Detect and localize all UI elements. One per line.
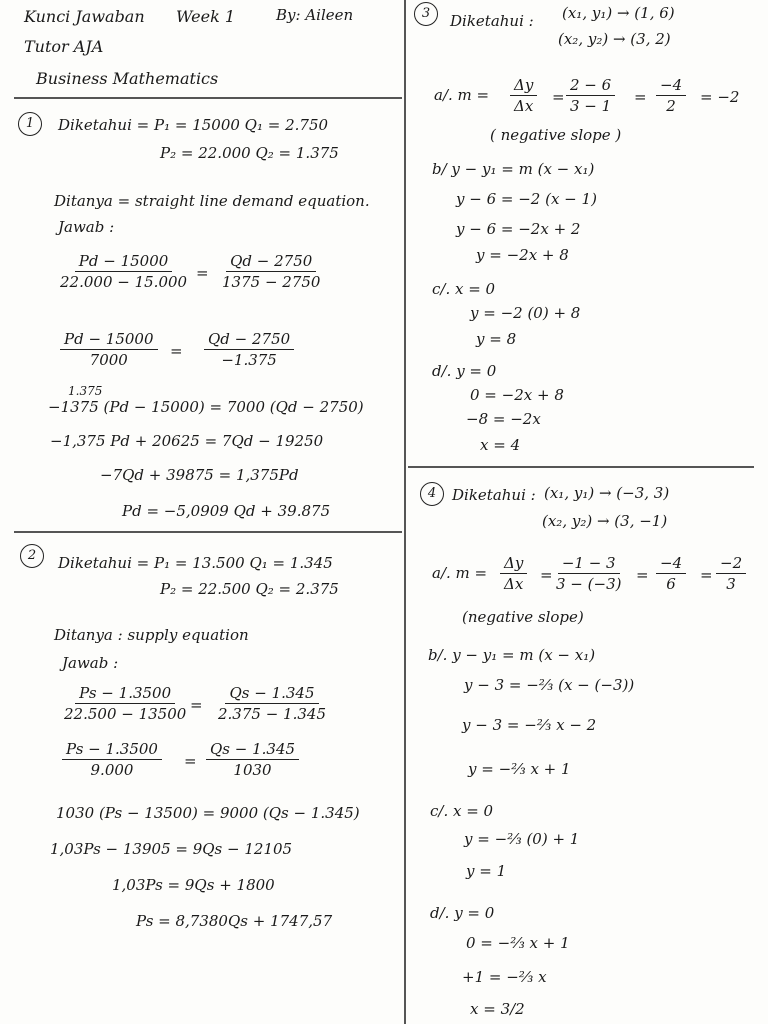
p3-a-frac1-den: Δx <box>514 97 534 115</box>
p3-b2: y − 6 = −2 (x − 1) <box>456 190 597 208</box>
p4-a-frac4-num: −2 <box>716 554 746 574</box>
p1-frac3 <box>60 330 158 369</box>
p4-a-label: a/. m = <box>432 564 488 582</box>
p1-eq1: = <box>196 264 209 282</box>
header-divider <box>14 97 402 99</box>
p2-frac1 <box>60 684 190 723</box>
p2-step1: 1030 (Ps − 13500) = 9000 (Qs − 1.345) <box>56 804 360 822</box>
p1-known1: Diketahui = P₁ = 15000 Q₁ = 2.750 <box>58 116 329 134</box>
p3-a-frac1-num: Δy <box>510 76 537 96</box>
p4-known: Diketahui : <box>452 486 536 504</box>
p4-a-eq2: = <box>636 566 649 584</box>
p3-d3: −8 = −2x <box>466 410 541 428</box>
p1-frac4 <box>204 330 294 369</box>
p2-asked: Ditanya : supply equation <box>54 626 249 644</box>
p4-a-eq3: = <box>700 566 713 584</box>
p4-a-frac1 <box>500 554 527 593</box>
p3-a-frac2 <box>566 76 615 115</box>
p1-frac1 <box>56 252 191 291</box>
p2-frac3-num: Ps − 1.3500 <box>62 740 162 760</box>
header-tutor: Tutor AJA <box>24 37 104 56</box>
problem2-number: 2 <box>20 544 44 568</box>
p3-c2: y = −2 (0) + 8 <box>470 304 581 322</box>
p1-frac2-den: 1375 − 2750 <box>222 273 321 291</box>
p2-frac4-den: 1030 <box>233 761 272 779</box>
p4-point2: (x₂, y₂) → (3, −1) <box>542 512 668 530</box>
p2-step4: Ps = 8,7380Qs + 1747,57 <box>136 912 333 930</box>
p2-frac3 <box>62 740 162 779</box>
p4-a-frac1-num: Δy <box>500 554 527 574</box>
p2-answer: Jawab : <box>62 654 119 672</box>
p2-known2: P₂ = 22.500 Q₂ = 2.375 <box>160 580 339 598</box>
p3-known: Diketahui : <box>450 12 534 30</box>
p1-frac1-num: Pd − 15000 <box>75 252 173 272</box>
header-title: Kunci Jawaban <box>24 7 145 26</box>
p4-a-frac4 <box>716 554 746 593</box>
p2-eq2: = <box>184 752 197 770</box>
p4-point1: (x₁, y₁) → (−3, 3) <box>544 484 670 502</box>
p4-c1: c/. x = 0 <box>430 802 494 820</box>
p4-a-frac2 <box>552 554 625 593</box>
p2-frac2-num: Qs − 1.345 <box>225 684 318 704</box>
p2-step2: 1,03Ps − 13905 = 9Qs − 12105 <box>50 840 293 858</box>
p2-frac4-num: Qs − 1.345 <box>206 740 299 760</box>
p1-frac3-num: Pd − 15000 <box>60 330 158 350</box>
p3-a-frac3 <box>656 76 686 115</box>
problem1-divider <box>14 531 402 533</box>
p3-a-frac3-num: −4 <box>656 76 686 96</box>
p4-a-frac2-den: 3 − (−3) <box>556 575 622 593</box>
problem1-number: 1 <box>18 112 42 136</box>
p3-point1: (x₁, y₁) → (1, 6) <box>562 4 675 22</box>
p3-a-note: ( negative slope ) <box>490 126 622 144</box>
p1-answer: Jawab : <box>58 218 115 236</box>
p4-b4: y = −⅔ x + 1 <box>468 760 571 778</box>
p1-step2: −1,375 Pd + 20625 = 7Qd − 19250 <box>50 432 324 450</box>
p2-frac2-den: 2.375 − 1.345 <box>218 705 326 723</box>
p3-a-eq1: = <box>552 88 565 106</box>
p1-step3: −7Qd + 39875 = 1,375Pd <box>100 466 299 484</box>
p2-frac1-num: Ps − 1.3500 <box>75 684 175 704</box>
p2-frac4 <box>206 740 299 779</box>
p2-known1: Diketahui = P₁ = 13.500 Q₁ = 1.345 <box>58 554 333 572</box>
p4-d4: x = 3/2 <box>470 1000 525 1018</box>
p4-b2: y − 3 = −⅔ (x − (−3)) <box>464 676 635 694</box>
p4-b3: y − 3 = −⅔ x − 2 <box>462 716 597 734</box>
p1-asked: Ditanya = straight line demand equation. <box>54 192 370 210</box>
p4-a-eq1: = <box>540 566 553 584</box>
p2-frac2 <box>214 684 330 723</box>
p1-step1: −1375 (Pd − 15000) = 7000 (Qd − 2750) <box>48 398 364 416</box>
problem3-number: 3 <box>414 2 438 26</box>
p4-a-frac4-den: 3 <box>726 575 736 593</box>
p4-c2: y = −⅔ (0) + 1 <box>464 830 580 848</box>
p4-a-note: (negative slope) <box>462 608 584 626</box>
header-subject: Business Mathematics <box>36 69 219 88</box>
p1-note: 1.375 <box>68 384 103 398</box>
p4-d3: +1 = −⅔ x <box>462 968 547 986</box>
p1-frac2-num: Qd − 2750 <box>226 252 316 272</box>
p3-a-frac2-num: 2 − 6 <box>566 76 615 96</box>
p1-frac1-den: 22.000 − 15.000 <box>60 273 188 291</box>
p4-a-frac3-den: 6 <box>666 575 676 593</box>
p3-a-result: = −2 <box>700 88 740 106</box>
p3-b4: y = −2x + 8 <box>476 246 569 264</box>
p3-a-label: a/. m = <box>434 86 490 104</box>
p2-step3: 1,03Ps = 9Qs + 1800 <box>112 876 275 894</box>
p1-frac2 <box>218 252 324 291</box>
p3-c3: y = 8 <box>476 330 517 348</box>
problem4-number: 4 <box>420 482 444 506</box>
vertical-divider <box>404 0 406 1024</box>
p3-point2: (x₂, y₂) → (3, 2) <box>558 30 671 48</box>
p1-frac4-den: −1.375 <box>221 351 277 369</box>
p1-frac3-den: 7000 <box>89 351 128 369</box>
p3-a-frac2-den: 3 − 1 <box>570 97 612 115</box>
p1-frac4-num: Qd − 2750 <box>204 330 294 350</box>
p2-frac1-den: 22.500 − 13500 <box>64 705 187 723</box>
p1-step4: Pd = −5,0909 Qd + 39.875 <box>122 502 331 520</box>
p3-d2: 0 = −2x + 8 <box>470 386 564 404</box>
p3-c1: c/. x = 0 <box>432 280 496 298</box>
p2-frac3-den: 9.000 <box>90 761 134 779</box>
p3-d4: x = 4 <box>480 436 521 454</box>
p3-b3: y − 6 = −2x + 2 <box>456 220 581 238</box>
p4-a-frac2-num: −1 − 3 <box>558 554 620 574</box>
p4-b1: b/. y − y₁ = m (x − x₁) <box>428 646 596 664</box>
p1-known2: P₂ = 22.000 Q₂ = 1.375 <box>160 144 339 162</box>
p3-a-eq2: = <box>634 88 647 106</box>
header-author: By: Aileen <box>276 6 354 24</box>
p4-d2: 0 = −⅔ x + 1 <box>466 934 570 952</box>
p3-d1: d/. y = 0 <box>432 362 497 380</box>
p4-a-frac3-num: −4 <box>656 554 686 574</box>
p1-eq2: = <box>170 342 183 360</box>
p2-eq1: = <box>190 696 203 714</box>
p3-b1: b/ y − y₁ = m (x − x₁) <box>432 160 595 178</box>
p4-d1: d/. y = 0 <box>430 904 495 922</box>
p4-a-frac1-den: Δx <box>504 575 524 593</box>
p4-a-frac3 <box>656 554 686 593</box>
header-week: Week 1 <box>176 7 236 26</box>
p3-a-frac3-den: 2 <box>666 97 676 115</box>
p3-a-frac1 <box>510 76 537 115</box>
problem3-divider <box>408 466 754 468</box>
p4-c3: y = 1 <box>466 862 507 880</box>
